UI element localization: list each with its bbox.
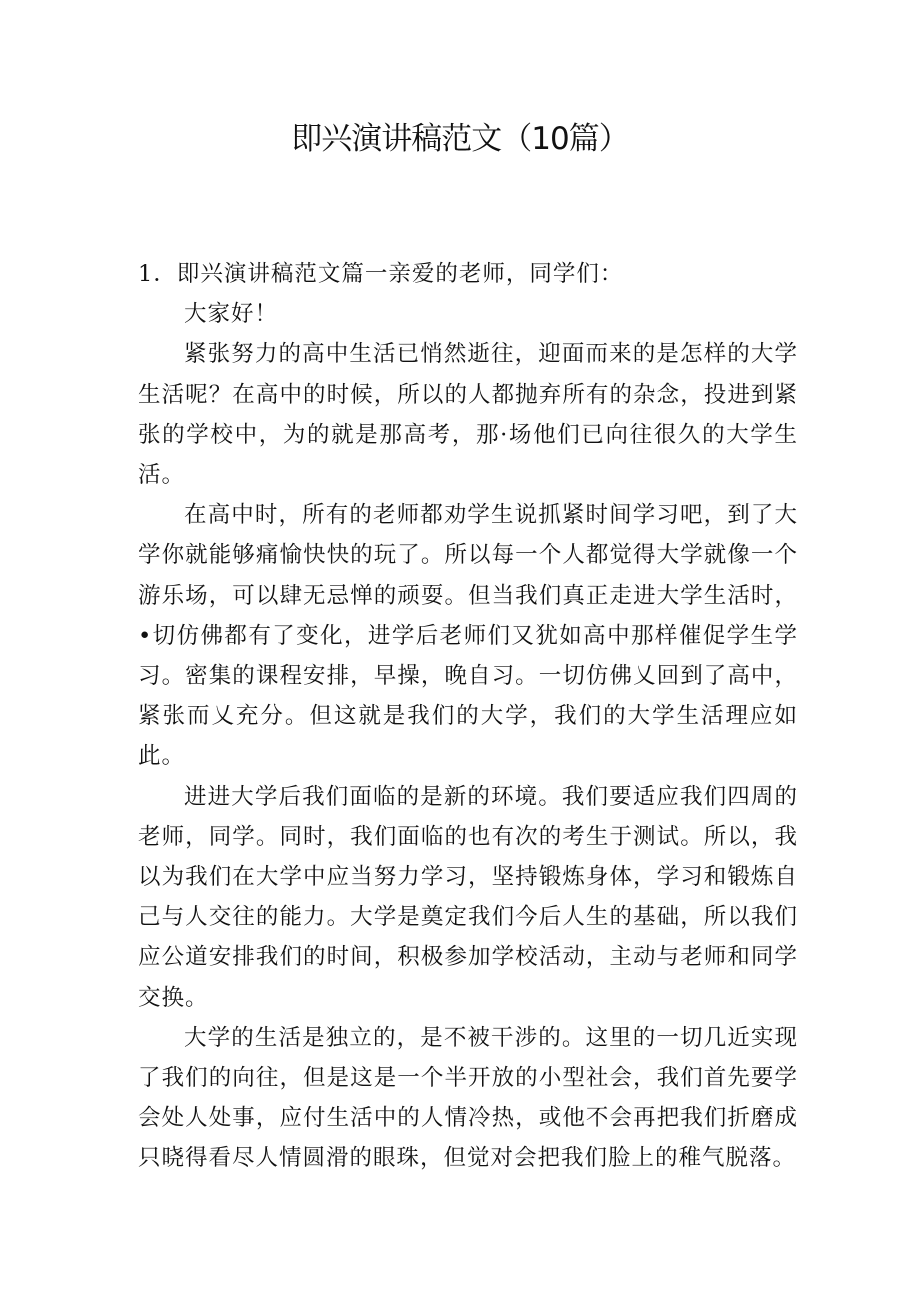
body-paragraph: 紧张努力的高中生活已悄然逝往，迎面而来的是怎样的大学生活呢？在高中的时候，所以的人都抛弃所有的杂念，投进到紧张的学校中，为的就是那高考，那·场他们已向往很久的大学生活。 bbox=[138, 341, 798, 489]
body-paragraph: 在高中时，所有的老师都劝学生说抓紧时间学习吧，到了大学你就能够痛愉快快的玩了。所以每一个人都觉得大学就像一个游乐场，可以肆无忌惮的顽耍。但当我们真正走进大学生活时，•切仿佛都有了变化，进学后老师们又犹如高中那样催促学生学习。密集的课程安排，早操，晚自习。一切仿佛乂回到了高中，紧张而乂充分。但这就是我们的大学，我们的大学生活理应如此。 bbox=[138, 502, 798, 770]
greeting-paragraph: 大家好！ bbox=[184, 301, 279, 328]
document-body bbox=[138, 254, 798, 1179]
document-title: 即兴演讲稿范文（10篇） bbox=[291, 121, 629, 157]
heading-paragraph: 1．即兴演讲稿范文篇一亲爱的老师，同学们： bbox=[138, 261, 624, 287]
body-paragraph: 大学的生活是独立的，是不被干涉的。这里的一切几近实现了我们的向往，但是这是一个半开放的小型社会，我们首先要学会处人处事，应付生活中的人情冷热，或他不会再把我们折磨成只晓得看尽人情圆滑的眼珠，但觉对会把我们脸上的稚气脱落。 bbox=[138, 1024, 798, 1172]
body-paragraph: 进进大学后我们面临的是新的环境。我们要适应我们四周的老师，同学。同时，我们面临的也有次的考生于测试。所以，我以为我们在大学中应当努力学习，坚持锻炼身体，学习和锻炼自己与人交往的能力。大学是奠定我们今后人生的基础，所以我们应公道安排我们的时间，积极参加学校活动，主动与老师和同学交换。 bbox=[138, 783, 798, 1011]
